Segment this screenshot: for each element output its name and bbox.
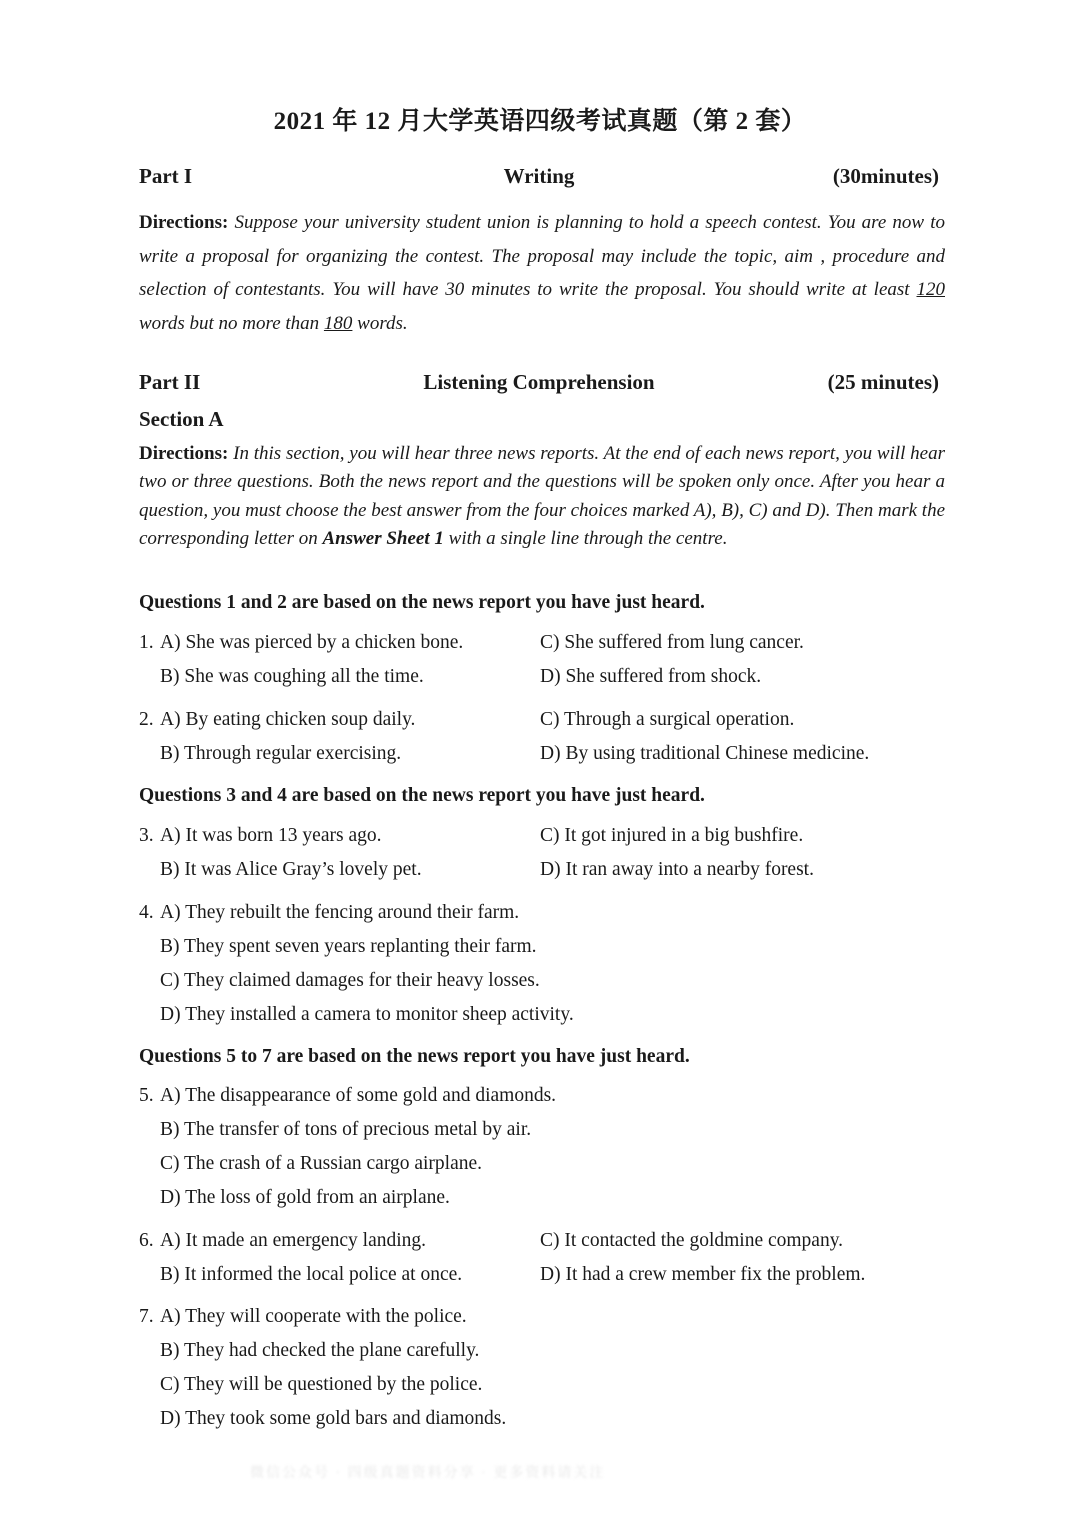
part1-time: (30minutes) [832, 164, 939, 188]
question-group-header: Questions 5 to 7 are based on the news report you have just heard. [139, 1046, 690, 1067]
part2-directions-tail: with a single line through the centre. [443, 527, 728, 549]
part1-header [139, 164, 939, 194]
question-group-header: Questions 3 and 4 are based on the news report you have just heard. [139, 785, 705, 806]
part1-name: Writing [503, 164, 575, 188]
part2-directions [139, 440, 945, 553]
option-b: B) It informed the local police at once. [160, 1264, 463, 1285]
part2-directions-text: In this section, you will hear three news reports. At the end of each news report, you will hear two or three questions. Both the news report and the questions will be spoken only once. After you hear a question, you must choose the best answer from the four choices marked A), B), C) and D). Then mark the corresponding letter on [139, 443, 946, 549]
part2-name: Listening Comprehension [423, 370, 655, 394]
part1-directions-text: Suppose your university student union is planning to hold a speech contest. You are now to write a proposal for organizing the contest. The proposal may include the topic, aim , procedure and selection of contestants. You will have 30 minutes to write the proposal. You should write at least [139, 212, 946, 300]
question-number: 1. [139, 632, 154, 653]
option-c: C) It contacted the goldmine company. [540, 1230, 844, 1251]
question-group-header: Questions 1 and 2 are based on the news report you have just heard. [139, 592, 705, 613]
option-b: B) She was coughing all the time. [160, 666, 424, 687]
section-a-heading: Section A [139, 407, 224, 431]
option-d: D) She suffered from shock. [540, 666, 762, 687]
option-a: A) They rebuilt the fencing around their farm. [160, 902, 520, 923]
option-c: C) Through a surgical operation. [540, 709, 795, 730]
question-number: 6. [139, 1230, 154, 1251]
option-b: B) Through regular exercising. [160, 743, 402, 764]
option-a: A) They will cooperate with the police. [160, 1306, 467, 1327]
option-a: A) It was born 13 years ago. [160, 825, 382, 846]
option-b: B) It was Alice Gray’s lovely pet. [160, 859, 422, 880]
option-d: D) It ran away into a nearby forest. [540, 859, 814, 880]
option-c: C) The crash of a Russian cargo airplane. [160, 1153, 483, 1174]
min-words: 120 [916, 279, 945, 300]
option-a: A) By eating chicken soup daily. [160, 709, 416, 730]
option-a: A) The disappearance of some gold and diamonds. [160, 1085, 557, 1106]
option-d: D) The loss of gold from an airplane. [160, 1187, 450, 1208]
option-c: C) They will be questioned by the police. [160, 1374, 483, 1395]
part2-directions-label: Directions: [139, 443, 229, 464]
question-number: 7. [139, 1306, 154, 1327]
part2-label: Part II [139, 370, 201, 394]
question-number: 4. [139, 902, 154, 923]
option-d: D) They installed a camera to monitor sheep activity. [160, 1004, 574, 1025]
max-words: 180 [323, 312, 353, 334]
option-d: D) By using traditional Chinese medicine. [540, 743, 870, 764]
option-a: A) It made an emergency landing. [160, 1230, 427, 1251]
option-c: C) They claimed damages for their heavy losses. [160, 970, 540, 991]
option-b: B) They spent seven years replanting their farm. [160, 936, 537, 957]
option-d: D) They took some gold bars and diamonds. [160, 1408, 507, 1429]
part1-directions-label: Directions: [139, 212, 229, 233]
part1-directions-end: words. [352, 312, 408, 334]
option-c: C) It got injured in a big bushfire. [540, 825, 804, 846]
page-title: 2021 年 12 月大学英语四级考试真题（第 2 套） [273, 108, 807, 135]
option-b: B) The transfer of tons of precious metal by air. [160, 1119, 532, 1140]
question-number: 5. [139, 1085, 154, 1106]
question-number: 2. [139, 709, 154, 730]
part1-label: Part I [139, 164, 193, 188]
option-c: C) She suffered from lung cancer. [540, 632, 804, 653]
answer-sheet-label: Answer Sheet 1 [322, 527, 444, 549]
part1-directions [139, 206, 945, 340]
part1-directions-mid: words but no more than [139, 312, 324, 334]
question-number: 3. [139, 825, 154, 846]
option-b: B) They had checked the plane carefully. [160, 1340, 480, 1361]
footer-watermark: 微信公众号 · 四级真题资料分享 · 更多资料请关注 [250, 1466, 606, 1481]
option-d: D) It had a crew member fix the problem. [540, 1264, 866, 1285]
option-a: A) She was pierced by a chicken bone. [160, 632, 464, 653]
part2-time: (25 minutes) [827, 370, 939, 394]
part2-header [139, 370, 939, 400]
